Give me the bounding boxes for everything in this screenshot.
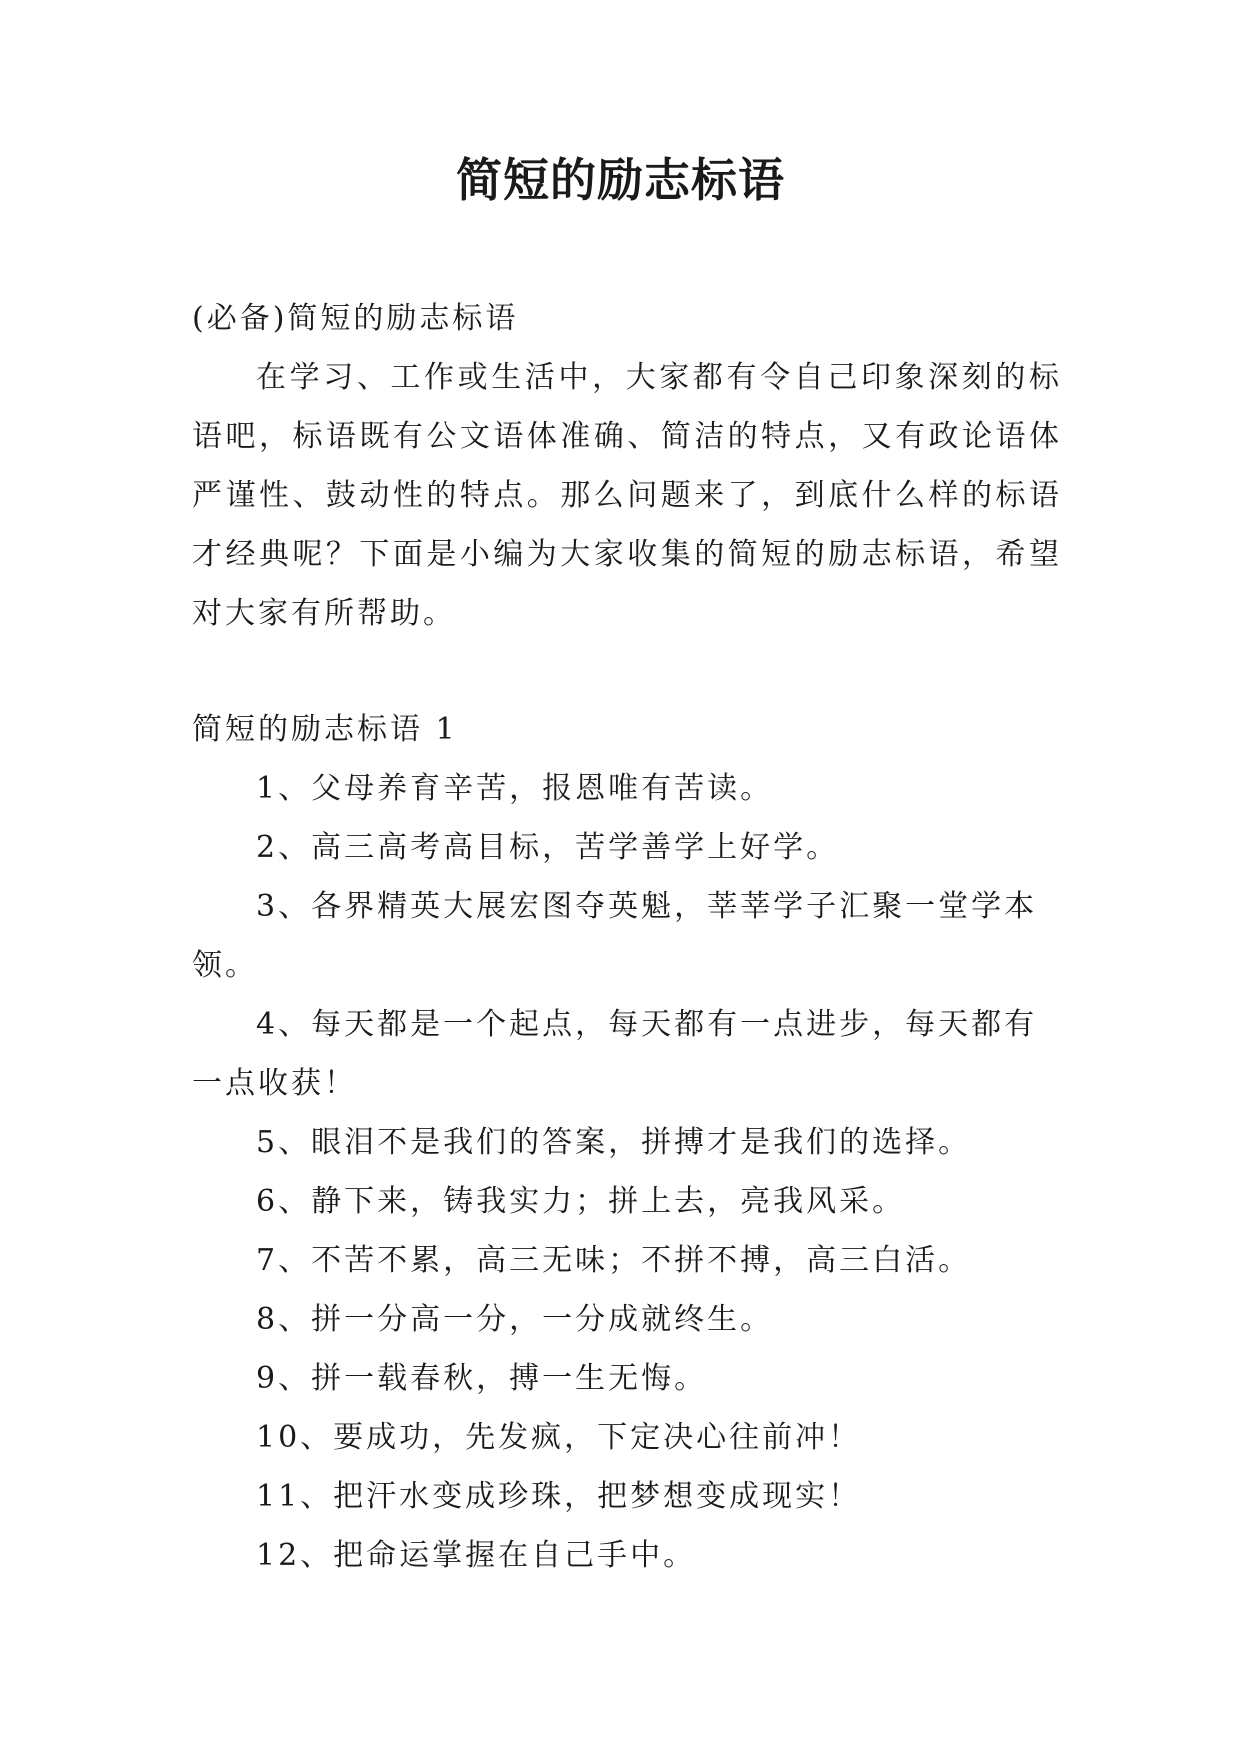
list-item: 4、每天都是一个起点，每天都有一点进步，每天都有一点收获！ [192, 1007, 1038, 1101]
list-item: 8、拼一分高一分，一分成就终生。 [256, 1302, 774, 1337]
document-subtitle: (必备)简短的励志标语 [192, 301, 519, 336]
list-item: 5、眼泪不是我们的答案，拼搏才是我们的选择。 [256, 1125, 972, 1160]
list-item: 3、各界精英大展宏图夺英魁，莘莘学子汇聚一堂学本领。 [192, 889, 1038, 983]
list-item: 11、把汗水变成珍珠，把梦想变成现实！ [256, 1479, 862, 1514]
list-item: 7、不苦不累，高三无味；不拼不搏，高三白活。 [256, 1243, 972, 1278]
list-item: 9、拼一载春秋，搏一生无悔。 [256, 1361, 708, 1396]
slogan-list [192, 759, 1062, 1585]
list-item: 2、高三高考高目标，苦学善学上好学。 [256, 830, 840, 865]
list-item: 10、要成功，先发疯，下定决心往前冲！ [256, 1420, 862, 1455]
intro-paragraph: 在学习、工作或生活中，大家都有令自己印象深刻的标语吧，标语既有公文语体准确、简洁的特点，又有政论语体严谨性、鼓动性的特点。那么问题来了，到底什么样的标语才经典呢？下面是小编为大家收集的简短的励志标语，希望对大家有所帮助。 [192, 360, 1062, 631]
section-heading: 简短的励志标语 1 [192, 712, 458, 747]
document-title: 简短的励志标语 [456, 153, 785, 207]
list-item: 6、静下来，铸我实力；拼上去，亮我风采。 [256, 1184, 906, 1219]
list-item: 1、父母养育辛苦，报恩唯有苦读。 [256, 771, 774, 806]
list-item: 12、把命运掌握在自己手中。 [256, 1538, 697, 1573]
